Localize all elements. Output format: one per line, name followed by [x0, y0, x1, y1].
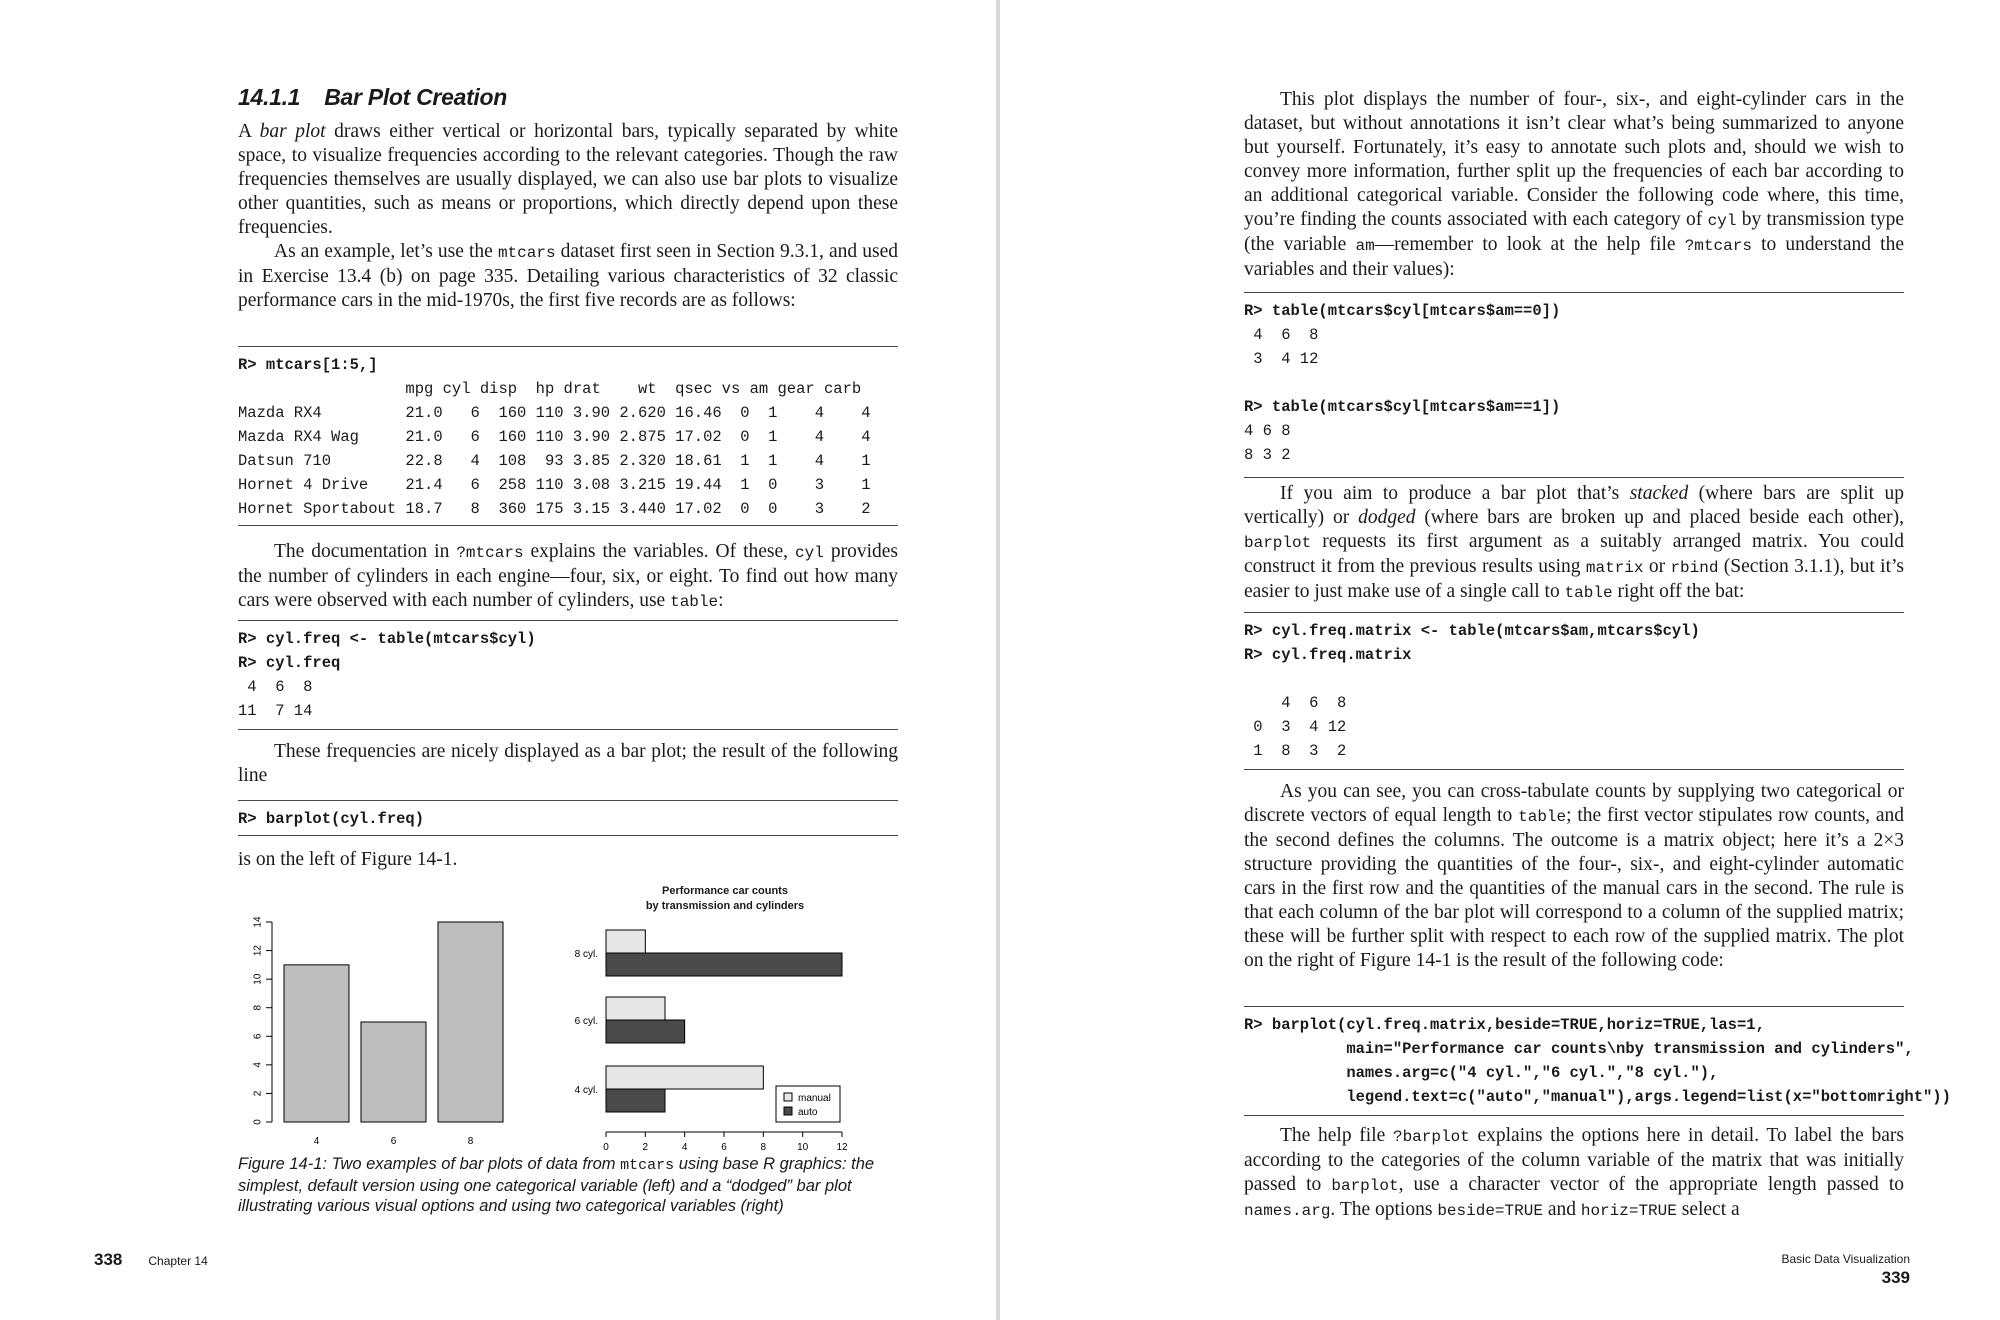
inline-code: beside=TRUE [1437, 1202, 1543, 1220]
text-run: using base R graphics: the simplest, default version using one categorical variable (left) and a “dodged” bar plot illustrating various visual options and using two categorical variables (right) [238, 1155, 875, 1215]
x-tick-label: 4 [681, 1142, 688, 1150]
code-output-row: Hornet Sportabout 18.7 8 360 175 3.15 3.440 17.02 0 0 3 2 [238, 500, 871, 518]
bar [361, 1022, 426, 1122]
section-heading [238, 84, 507, 111]
text-run: (where bars are split up vertically) or [1244, 483, 1905, 528]
code-output-row: Hornet 4 Drive 21.4 6 258 110 3.08 3.215 19.44 1 0 3 1 [238, 476, 871, 494]
right-footer [1730, 1250, 1910, 1288]
code-output-header: mpg cyl disp hp drat wt qsec vs am gear carb [238, 380, 862, 398]
chart1-y-axis [253, 916, 272, 1125]
code-block-barplot [238, 800, 898, 836]
chart2-title-line: by transmission and cylinders [645, 900, 805, 912]
x-tick-label: 8 [467, 1136, 474, 1147]
x-tick-label: 6 [390, 1136, 397, 1147]
x-tick-label: 2 [642, 1142, 649, 1150]
text-run: The help file [1280, 1125, 1393, 1146]
code-block-mtcars [238, 346, 898, 526]
text-run: ; the first vector stipulates row counts, and the second defines the columns. The outcome is a matrix object; here it’s a 2×3 structure providing the quantities of the four-, six-, and eight-cylinder automatic cars in the first row and the quantities of the manual cars in the second. The rule is that each column of the bar plot will correspond to a column of the supplied matrix; these will be further split with respect to each row of the supplied matrix. The plot on the right of Figure 14-1 is the result of the following code: [1244, 805, 1904, 971]
y-tick-label: 6 [252, 1033, 264, 1040]
bar [606, 1066, 763, 1089]
code-block-table-am [1244, 292, 1904, 478]
page-number: 339 [1881, 1268, 1910, 1287]
inline-code: mtcars [497, 244, 556, 262]
page-number: 338 [94, 1250, 123, 1269]
chart2-title [610, 884, 840, 914]
inline-code: matrix [1585, 559, 1644, 577]
code-output-row: 1 8 3 2 [1244, 742, 1347, 760]
text-run: As you can see, you can cross-tabulate counts by supplying two categorical or discrete vectors of equal length to [1244, 781, 1904, 826]
text-run: provides the number of cylinders in each engine—four, six, or eight. To find out how many cars were observed with each number of cylinders, use [238, 541, 898, 611]
y-tick-label: 2 [252, 1090, 264, 1097]
paragraph [238, 120, 898, 240]
text-run: or [1643, 556, 1671, 577]
right-page [1000, 0, 2000, 1320]
left-text-figure-ref [238, 848, 898, 872]
code-output-row: 4 6 8 [1244, 694, 1347, 712]
x-tick-label: 0 [603, 1142, 609, 1150]
text-run: (Section 3.1.1), but it’s easier to just make use of a single call to [1244, 556, 1904, 602]
inline-code: table [1518, 808, 1567, 826]
inline-code: ?barplot [1392, 1128, 1470, 1146]
bar [606, 953, 842, 976]
text-run: right off the bat: [1612, 581, 1745, 602]
bar [284, 965, 349, 1122]
legend-label: auto [798, 1107, 818, 1118]
inline-code: am [1355, 237, 1375, 255]
code-output-row: Mazda RX4 Wag 21.0 6 160 110 3.90 2.875 17.02 0 1 4 4 [238, 428, 871, 446]
paragraph: These frequencies are nicely displayed as a bar plot; the result of the following line [238, 741, 898, 786]
x-tick-label: 4 [313, 1136, 320, 1147]
bar [606, 1020, 685, 1043]
x-tick-label: 8 [760, 1142, 767, 1150]
figure-left-barplot [238, 900, 518, 1150]
right-text-helpfile [1244, 1124, 1904, 1223]
category-label: 8 cyl. [574, 949, 598, 960]
y-tick-label: 12 [252, 945, 264, 957]
text-run: select a [1676, 1199, 1740, 1220]
right-text-stacked [1244, 482, 1904, 605]
chart2-bars [606, 930, 842, 1112]
text-run: : [718, 590, 724, 611]
left-page [0, 0, 996, 1320]
text-run: explains the options here in detail. To label the bars according to the categories of the column variable of the matrix that was initially passed to [1244, 1125, 1905, 1195]
code-block-barplot-options [1244, 1006, 1951, 1116]
code-output-row: 3 4 12 [1244, 350, 1319, 368]
y-tick-label: 8 [252, 1004, 264, 1011]
text-run: . The options [1330, 1199, 1438, 1220]
text-run: and [1542, 1199, 1581, 1220]
text-run: The documentation in [274, 541, 457, 562]
code-block-freq-matrix [1244, 612, 1904, 770]
x-tick-label: 10 [797, 1142, 809, 1150]
text-run: by transmission type (the variable [1244, 209, 1904, 255]
text-run: dataset first seen in Section 9.3.1, and used in Exercise 13.4 (b) on page 335. Detailing various characteristics of 32 classic performance cars in the mid-1970s, the first five records are as follows: [238, 241, 898, 311]
inline-code: names.arg [1244, 1202, 1331, 1220]
category-label: 6 cyl. [574, 1016, 598, 1027]
x-tick-label: 12 [836, 1142, 848, 1150]
code-output-row: 4 6 8 [238, 678, 313, 696]
text-run: If you aim to produce a bar plot that’s [1280, 483, 1630, 504]
code-command: legend.text=c("auto","manual"),args.legend=list(x="bottomright")) [1244, 1088, 1951, 1106]
inline-code: barplot [1244, 534, 1312, 552]
code-command: R> table(mtcars$cyl[mtcars$am==0]) [1244, 302, 1561, 320]
inline-code: barplot [1331, 1177, 1399, 1195]
inline-code: cyl [1707, 212, 1737, 230]
y-tick-label: 10 [252, 973, 264, 985]
right-intro-text [1244, 88, 1904, 282]
paragraph [1244, 1124, 1904, 1223]
paragraph [1244, 780, 1904, 973]
figure-caption [238, 1154, 878, 1216]
legend-swatch [784, 1093, 792, 1101]
left-text-cyl [238, 540, 898, 614]
running-footer: Basic Data Visualization [1781, 1252, 1910, 1266]
paragraph [238, 240, 898, 313]
figure-right-barplot [548, 920, 868, 1150]
text-run: As an example, let’s use the [274, 241, 498, 262]
term: dodged [1358, 507, 1416, 528]
code-output-row: 0 3 4 12 [1244, 718, 1347, 736]
code-output-row: Datsun 710 22.8 4 108 93 3.85 2.320 18.61 1 1 4 1 [238, 452, 871, 470]
y-tick-label: 14 [252, 916, 264, 928]
paragraph: is on the left of Figure 14-1. [238, 849, 458, 870]
code-command: R> cyl.freq [238, 654, 341, 672]
text-run: to understand the variables and their values): [1244, 234, 1904, 280]
legend-label: manual [798, 1093, 831, 1104]
code-command: R> cyl.freq.matrix <- table(mtcars$am,mtcars$cyl) [1244, 622, 1700, 640]
section-number: 14.1.1 [238, 84, 301, 110]
text-run: (where bars are broken up and placed beside each other), [1415, 507, 1904, 528]
inline-code: horiz=TRUE [1580, 1202, 1677, 1220]
inline-code: ?mtcars [1684, 237, 1752, 255]
text-run: explains the variables. Of these, [523, 541, 796, 562]
paragraph [1244, 88, 1904, 282]
bar [606, 997, 665, 1020]
text-run: A [238, 121, 260, 142]
y-tick-label: 0 [252, 1119, 264, 1125]
left-footer [94, 1250, 208, 1270]
left-intro-text [238, 120, 898, 313]
text-run: requests its first argument as a suitably arranged matrix. You could construct it from the previous results using [1244, 531, 1904, 577]
paragraph [238, 540, 898, 614]
bar [438, 922, 503, 1122]
inline-code: table [670, 593, 719, 611]
inline-code: table [1564, 584, 1613, 602]
code-command: R> cyl.freq.matrix [1244, 646, 1412, 664]
bar [606, 930, 645, 953]
code-command: names.arg=c("4 cyl.","6 cyl.","8 cyl."), [1244, 1064, 1719, 1082]
inline-code: mtcars [620, 1157, 675, 1174]
code-command: R> barplot(cyl.freq) [238, 810, 425, 828]
text-run: —remember to look at the help file [1374, 234, 1685, 255]
code-command: R> table(mtcars$cyl[mtcars$am==1]) [1244, 398, 1561, 416]
term: bar plot [259, 121, 326, 142]
category-label: 4 cyl. [574, 1085, 598, 1096]
x-tick-label: 6 [721, 1142, 727, 1150]
text-run: This plot displays the number of four-, six-, and eight-cylinder cars in the dataset, but without annotations it isn’t clear what’s being summarized to anyone but yourself. Fortunately, it’s easy to annotate such plots and, should we wish to convey more information, further split up the frequencies of each bar according to an additional categorical variable. Consider the following code where, this time, you’re finding the counts associated with each category of [1244, 89, 1904, 230]
chart1-bars [284, 922, 503, 1122]
chart2-x-axis [603, 1132, 848, 1150]
text-run: Figure 14-1: Two examples of bar plots of data from [238, 1155, 621, 1173]
inline-code: cyl [795, 544, 824, 562]
code-block-cyl-freq [238, 620, 898, 730]
code-output-row: 11 7 14 [238, 702, 313, 720]
left-text-frequencies [238, 740, 898, 788]
right-text-crosstab [1244, 780, 1904, 973]
code-command: R> cyl.freq <- table(mtcars$cyl) [238, 630, 536, 648]
running-footer: Chapter 14 [148, 1254, 208, 1268]
code-output-row: 8 3 2 [1244, 446, 1291, 464]
inline-code: ?mtcars [456, 544, 524, 562]
legend-swatch [784, 1107, 792, 1115]
code-output-row: Mazda RX4 21.0 6 160 110 3.90 2.620 16.46 0 1 4 4 [238, 404, 871, 422]
code-command: main="Performance car counts\nby transmission and cylinders", [1244, 1040, 1914, 1058]
chart2-category-labels [575, 949, 598, 1096]
code-command: R> barplot(cyl.freq.matrix,beside=TRUE,horiz=TRUE,las=1, [1244, 1016, 1765, 1034]
code-output-row: 4 6 8 [1244, 326, 1319, 344]
chart1-x-labels [314, 1136, 474, 1147]
chart2-title-line: Performance car counts [662, 885, 788, 897]
paragraph [1244, 482, 1904, 605]
code-output-row: 4 6 8 [1244, 422, 1291, 440]
bar [606, 1089, 665, 1112]
section-title: Bar Plot Creation [324, 84, 508, 110]
chart2-legend [776, 1086, 840, 1122]
text-run: , use a character vector of the appropriate length passed to [1398, 1174, 1904, 1195]
code-command: R> mtcars[1:5,] [238, 356, 378, 374]
y-tick-label: 4 [252, 1062, 264, 1068]
term: stacked [1629, 483, 1689, 504]
inline-code: rbind [1670, 559, 1719, 577]
text-run: draws either vertical or horizontal bars, typically separated by white space, to visualize frequencies according to the relevant categories. Though the raw frequencies themselves are usually displayed, we can also use bar plots to visualize other quantities, such as means or proportions, which directly depend upon these frequencies. [238, 121, 898, 238]
